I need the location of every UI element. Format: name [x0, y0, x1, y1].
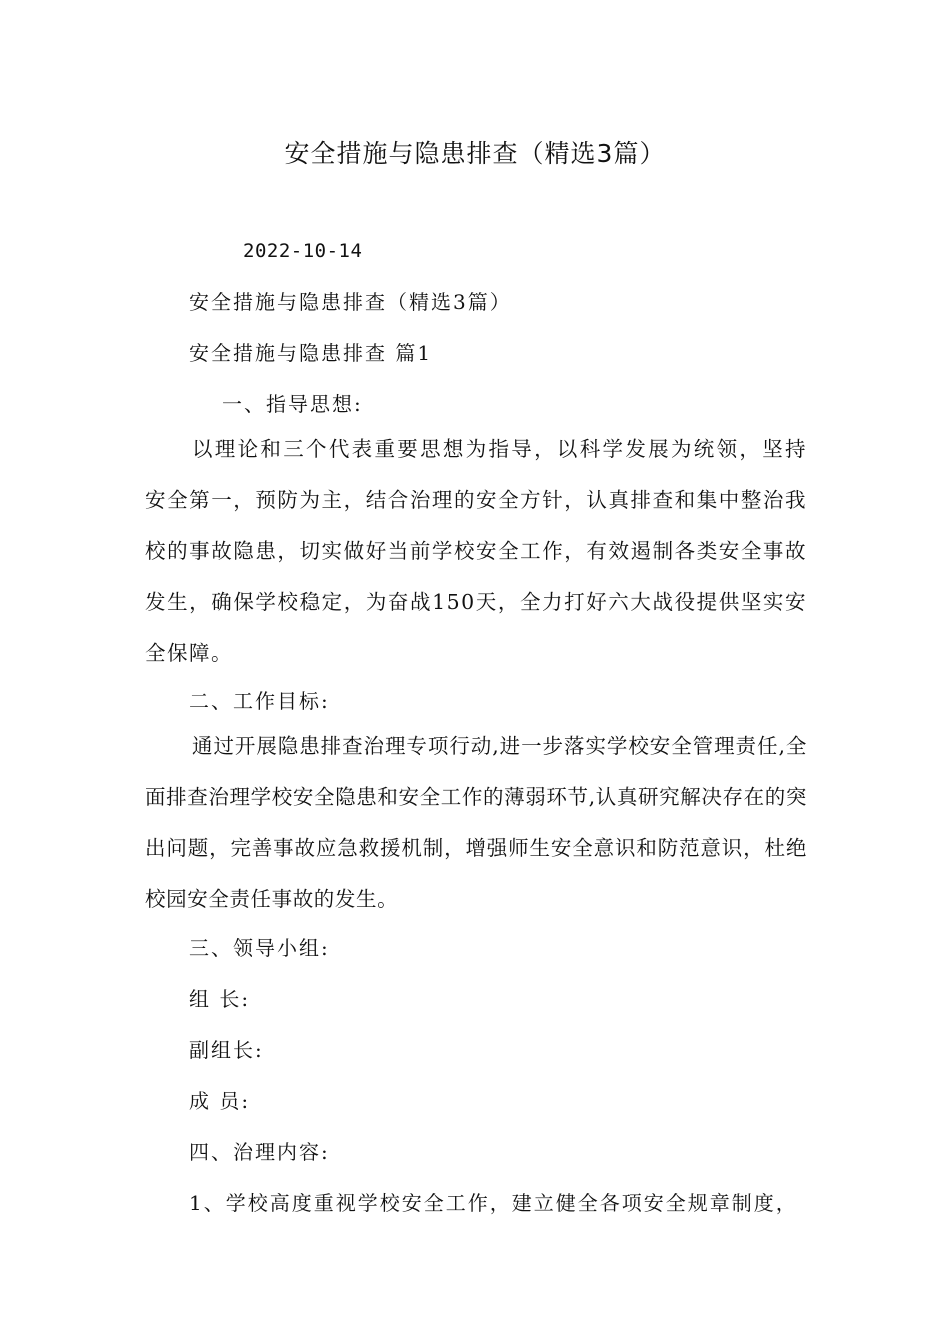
members-label: 成 员: — [189, 1089, 251, 1113]
section-1-body: 以理论和三个代表重要思想为指导，以科学发展为统领，坚持安全第一，预防为主，结合治理的安全方针，认真排查和集中整治我校的事故隐患，切实做好当前学校安全工作，有效遏制各类安全事故发生，确保学校稳定，为奋战150天，全力打好六大战役提供坚实安全保障。 — [145, 437, 807, 665]
document-date: 2022-10-14 — [243, 240, 363, 262]
section-2-heading: 二、工作目标: — [189, 689, 330, 713]
document-subtitle: 安全措施与隐患排查（精选3篇） — [189, 290, 512, 314]
vice-leader-label: 副组长: — [189, 1038, 264, 1062]
article-heading: 安全措施与隐患排查 篇1 — [189, 341, 433, 365]
leader-label: 组 长: — [189, 987, 251, 1011]
section-3-heading: 三、领导小组: — [189, 936, 330, 960]
document-title: 安全措施与隐患排查（精选3篇） — [284, 139, 666, 168]
section-2-body: 通过开展隐患排查治理专项行动,进一步落实学校安全管理责任,全面排查治理学校安全隐患和安全工作的薄弱环节,认真研究解决存在的突出问题，完善事故应急救援机制，增强师生安全意识和防范意识，杜绝校园安全责任事故的发生。 — [145, 734, 807, 911]
section-4-heading: 四、治理内容: — [189, 1140, 330, 1164]
section-1-heading: 一、指导思想: — [222, 392, 363, 416]
section-4-item-1: 1、学校高度重视学校安全工作，建立健全各项安全规章制度， — [189, 1191, 798, 1215]
